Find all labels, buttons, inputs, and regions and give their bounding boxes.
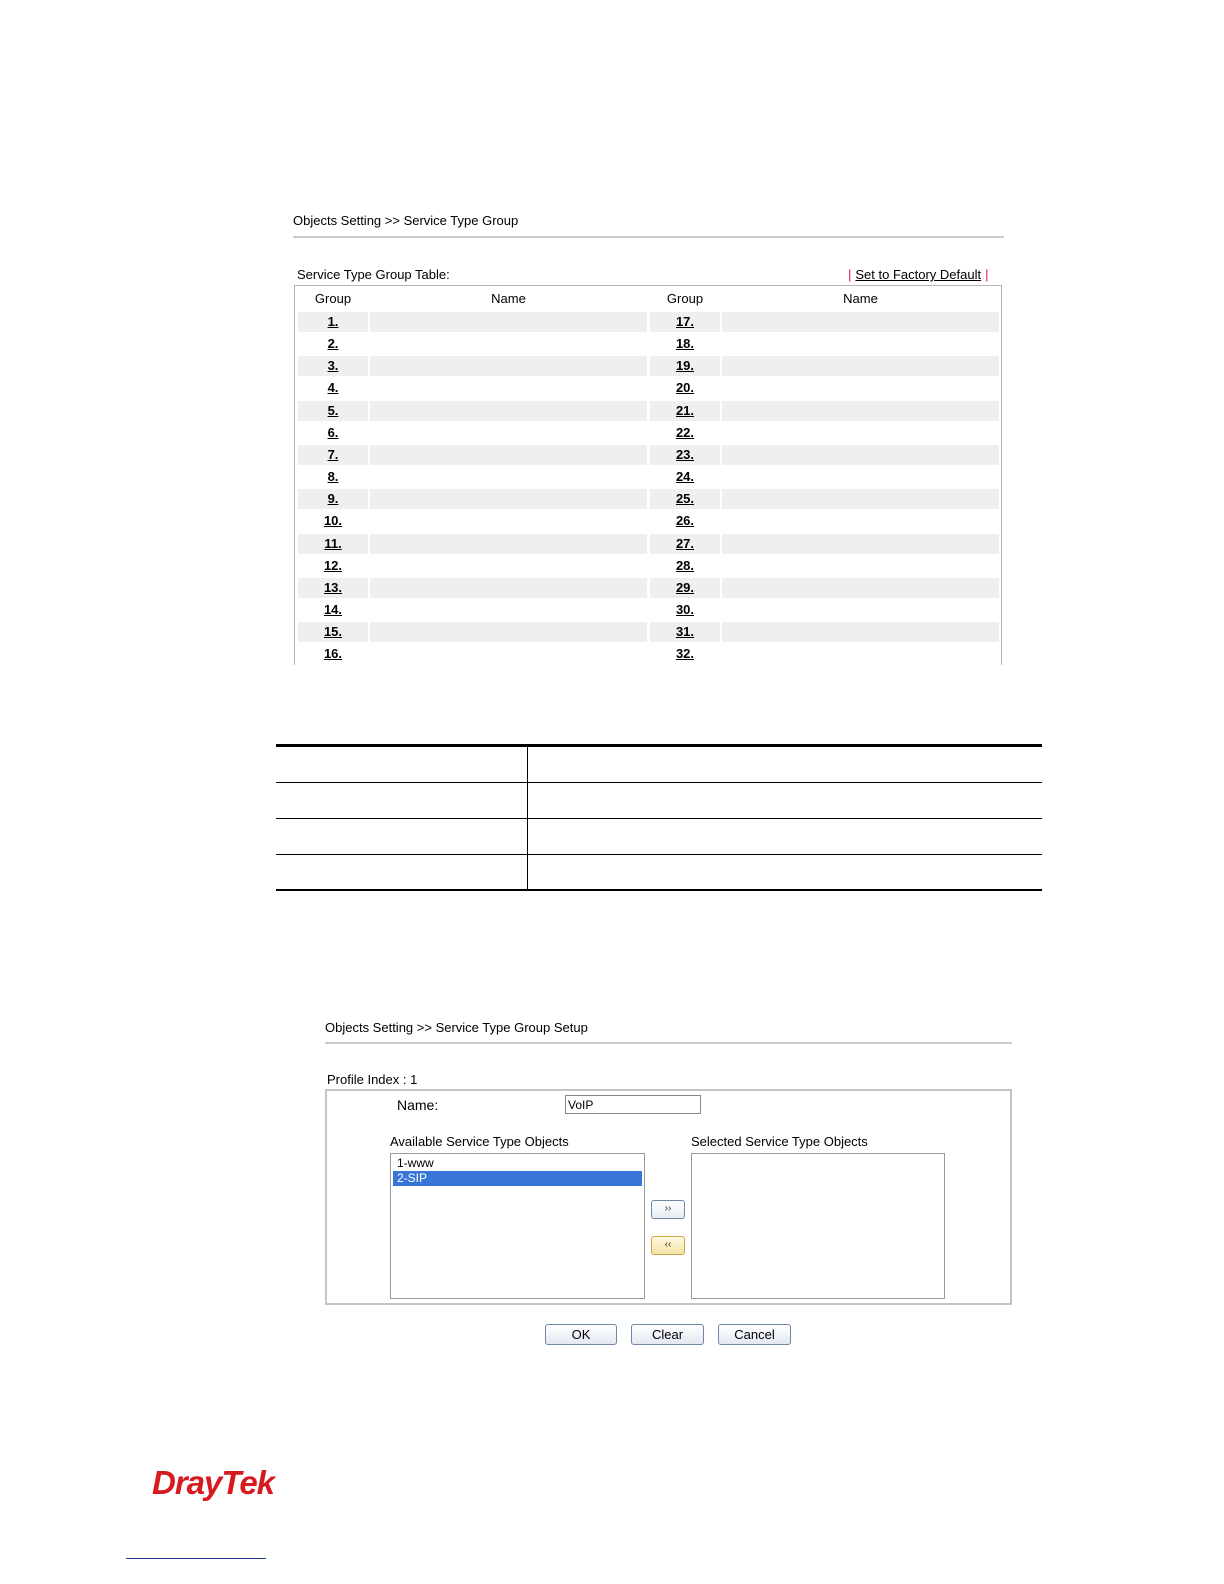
profile-index-label: Profile Index : 1 xyxy=(327,1072,418,1087)
group-link[interactable]: 1. xyxy=(327,314,339,329)
group-cell xyxy=(298,534,368,554)
group-link[interactable]: 13. xyxy=(323,580,343,595)
group-link[interactable]: 11. xyxy=(324,536,342,551)
group-name-cell xyxy=(722,534,999,554)
group-name-cell xyxy=(722,578,999,598)
group-cell xyxy=(298,578,368,598)
group-link[interactable]: 26. xyxy=(675,513,695,528)
group-cell xyxy=(650,644,720,664)
group-name-cell xyxy=(722,489,999,509)
group-name-cell xyxy=(370,356,647,376)
group-cell xyxy=(298,423,368,443)
table-row-divider xyxy=(276,818,1042,819)
group-cell xyxy=(298,511,368,531)
selected-objects-label: Selected Service Type Objects xyxy=(691,1134,868,1149)
group-cell xyxy=(650,600,720,620)
group-link[interactable]: 2. xyxy=(327,336,339,351)
group-link[interactable]: 29. xyxy=(675,580,695,595)
group-cell xyxy=(298,556,368,576)
group-name-cell xyxy=(370,312,647,332)
group-link[interactable]: 17. xyxy=(675,314,695,329)
group-link[interactable]: 27. xyxy=(675,536,695,551)
group-cell xyxy=(650,467,720,487)
group-cell xyxy=(298,334,368,354)
group-cell xyxy=(650,622,720,642)
group-cell xyxy=(650,378,720,398)
group-cell xyxy=(650,401,720,421)
group-link[interactable]: 20. xyxy=(675,380,695,395)
cancel-button[interactable]: Cancel xyxy=(718,1324,791,1345)
link-separator: | xyxy=(985,267,989,282)
group-cell xyxy=(650,578,720,598)
group-link[interactable]: 32. xyxy=(675,646,695,661)
group-name-cell xyxy=(722,423,999,443)
title-divider xyxy=(325,1042,1012,1044)
group-cell xyxy=(298,600,368,620)
group-link[interactable]: 24. xyxy=(675,469,695,484)
group-link[interactable]: 12. xyxy=(323,558,343,573)
group-name-cell xyxy=(722,600,999,620)
group-cell xyxy=(298,445,368,465)
group-name-cell xyxy=(722,334,999,354)
group-name-cell xyxy=(370,423,647,443)
page-title: Objects Setting >> Service Type Group Setup xyxy=(325,1020,588,1035)
group-name-cell xyxy=(370,334,647,354)
group-name-cell xyxy=(370,534,647,554)
group-name-cell xyxy=(370,489,647,509)
group-name-cell xyxy=(370,445,647,465)
column-header-name: Name xyxy=(491,291,526,306)
table-border-bottom xyxy=(276,889,1042,891)
group-name-cell xyxy=(722,445,999,465)
clear-button[interactable]: Clear xyxy=(631,1324,704,1345)
group-name-cell xyxy=(370,622,647,642)
group-cell xyxy=(650,423,720,443)
group-name-cell xyxy=(722,622,999,642)
group-name-cell xyxy=(370,556,647,576)
group-link[interactable]: 30. xyxy=(675,602,695,617)
group-name-cell xyxy=(370,401,647,421)
group-link[interactable]: 22. xyxy=(675,425,695,440)
group-link[interactable]: 6. xyxy=(327,425,339,440)
available-objects-list[interactable] xyxy=(390,1153,645,1299)
group-cell xyxy=(298,622,368,642)
group-link[interactable]: 28. xyxy=(675,558,695,573)
footer-divider xyxy=(126,1558,266,1559)
group-link[interactable]: 16. xyxy=(323,646,343,661)
group-cell xyxy=(650,534,720,554)
group-cell xyxy=(298,312,368,332)
group-link[interactable]: 19. xyxy=(675,358,695,373)
group-name-cell xyxy=(722,467,999,487)
page-title: Objects Setting >> Service Type Group xyxy=(293,213,519,228)
group-name-cell xyxy=(370,378,647,398)
table-row-divider xyxy=(276,854,1042,855)
add-to-selected-button[interactable]: ›› xyxy=(651,1200,685,1219)
group-link[interactable]: 7. xyxy=(327,447,339,462)
group-name-cell xyxy=(370,644,647,664)
name-label: Name: xyxy=(397,1097,439,1113)
available-objects-label: Available Service Type Objects xyxy=(390,1134,569,1149)
name-input[interactable] xyxy=(565,1095,701,1114)
table-title: Service Type Group Table: xyxy=(297,267,450,282)
group-name-cell xyxy=(722,356,999,376)
group-cell xyxy=(650,356,720,376)
group-cell xyxy=(650,489,720,509)
group-cell xyxy=(298,401,368,421)
group-name-cell xyxy=(370,467,647,487)
column-header-group: Group xyxy=(666,291,704,306)
group-name-cell xyxy=(722,556,999,576)
group-link[interactable]: 9. xyxy=(327,491,339,506)
group-link[interactable]: 14. xyxy=(323,602,343,617)
column-header-name: Name xyxy=(843,291,878,306)
group-link[interactable]: 31. xyxy=(675,624,695,639)
group-cell xyxy=(650,445,720,465)
description-table xyxy=(276,744,1042,891)
group-link[interactable]: 21. xyxy=(675,403,695,418)
group-name-cell xyxy=(722,401,999,421)
set-factory-default-link[interactable]: Set to Factory Default xyxy=(855,267,982,282)
group-cell xyxy=(298,378,368,398)
column-header-group: Group xyxy=(314,291,352,306)
group-name-cell xyxy=(722,312,999,332)
group-cell xyxy=(298,644,368,664)
group-link[interactable]: 5. xyxy=(327,403,339,418)
list-item[interactable]: 1-www xyxy=(397,1156,434,1170)
group-name-cell xyxy=(722,378,999,398)
group-link[interactable]: 3. xyxy=(327,358,339,373)
table-border-top xyxy=(276,744,1042,747)
group-name-cell xyxy=(370,511,647,531)
group-cell xyxy=(298,489,368,509)
group-name-cell xyxy=(370,600,647,620)
group-cell xyxy=(650,556,720,576)
ok-button[interactable]: OK xyxy=(545,1324,617,1345)
selected-objects-list[interactable] xyxy=(691,1153,945,1299)
group-cell xyxy=(650,511,720,531)
group-link[interactable]: 23. xyxy=(675,447,695,462)
draytek-logo: DrayTek xyxy=(152,1464,275,1501)
group-link[interactable]: 15. xyxy=(323,624,343,639)
group-link[interactable]: 10. xyxy=(323,513,343,528)
group-link[interactable]: 18. xyxy=(675,336,695,351)
group-link[interactable]: 4. xyxy=(327,380,339,395)
table-links xyxy=(848,267,989,282)
group-name-cell xyxy=(370,578,647,598)
group-cell xyxy=(650,334,720,354)
group-name-cell xyxy=(722,511,999,531)
group-link[interactable]: 8. xyxy=(327,469,339,484)
group-link[interactable]: 25. xyxy=(675,491,695,506)
group-cell xyxy=(650,312,720,332)
group-cell xyxy=(298,356,368,376)
remove-from-selected-button[interactable]: ‹‹ xyxy=(651,1236,685,1255)
table-column-divider xyxy=(527,747,528,889)
title-divider xyxy=(293,236,1004,238)
link-separator: | xyxy=(848,267,852,282)
group-name-cell xyxy=(722,644,999,664)
group-cell xyxy=(298,467,368,487)
list-item-selected[interactable]: 2-SIP xyxy=(393,1171,642,1186)
table-row-divider xyxy=(276,782,1042,783)
